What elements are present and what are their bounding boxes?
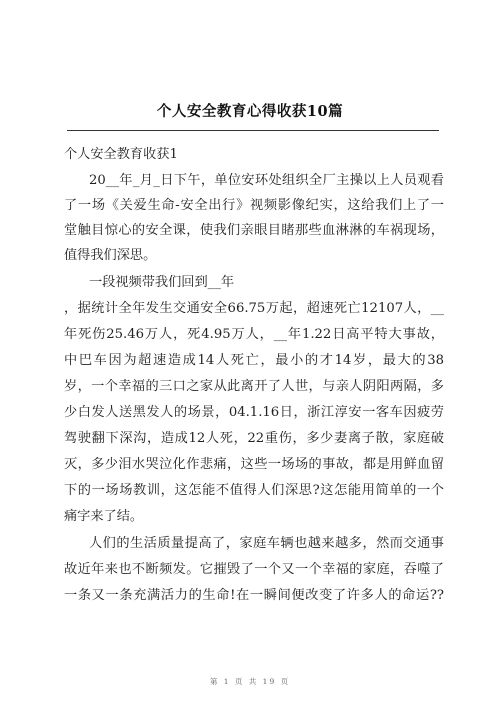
title-divider: [67, 130, 439, 131]
paragraph-line: ，据统计全年发生交通安全66.75万起，超速死亡12107人，__: [64, 301, 444, 316]
paragraph-line: 岁，一个幸福的三口之家从此离开了人世，与亲人阴阳两隔，多: [64, 379, 444, 394]
paragraph-line: 人们的生活质量提高了，家庭车辆也越来越多，然而交通事: [89, 536, 444, 551]
paragraph-line: 了一场《关爱生命-安全出行》视频影像纪实，这给我们上了一: [64, 198, 444, 213]
paragraph-line: 20__年_月_日下午，单位安环处组织全厂主操以上人员观看: [89, 173, 444, 188]
section-heading: 个人安全教育收获1: [64, 147, 178, 162]
paragraph-line: 驾驶翻下深沟，造成12人死，22重伤，多少妻离子散，家庭破: [64, 431, 444, 446]
paragraph-line: 中巴车因为超速造成14人死亡，最小的才14岁，最大的38: [64, 353, 444, 368]
paragraph-line: 灭，多少泪水哭泣化作悲痛，这些一场场的事故，都是用鲜血留: [64, 457, 444, 472]
page-number-footer: 第 1 页 共 19 页: [209, 677, 291, 686]
paragraph-line: 一段视频带我们回到__年: [89, 275, 235, 290]
paragraph-line: 痛字来了结。: [64, 509, 144, 524]
paragraph-line: 年死伤25.46万人，死4.95万人，__年1.22日高平特大事故，: [64, 327, 444, 342]
paragraph-line: 值得我们深思。: [64, 248, 157, 263]
paragraph-line: 堂触目惊心的安全课，使我们亲眼目睹那些血淋淋的车祸现场，: [64, 223, 444, 238]
paragraph-line: 一条又一条充满活力的生命!在一瞬间便改变了许多人的命运??: [64, 588, 444, 603]
paragraph-line: 故近年来也不断频发。它摧毁了一个又一个幸福的家庭，吞噬了: [64, 562, 444, 577]
paragraph-line: 下的一场场教训，这怎能不值得人们深思?这怎能用简单的一个: [64, 483, 444, 498]
document-title: 个人安全教育心得收获10篇: [156, 103, 344, 120]
paragraph-line: 少白发人送黑发人的场景，04.1.16日，浙江淳安一客车因疲劳: [64, 405, 444, 420]
